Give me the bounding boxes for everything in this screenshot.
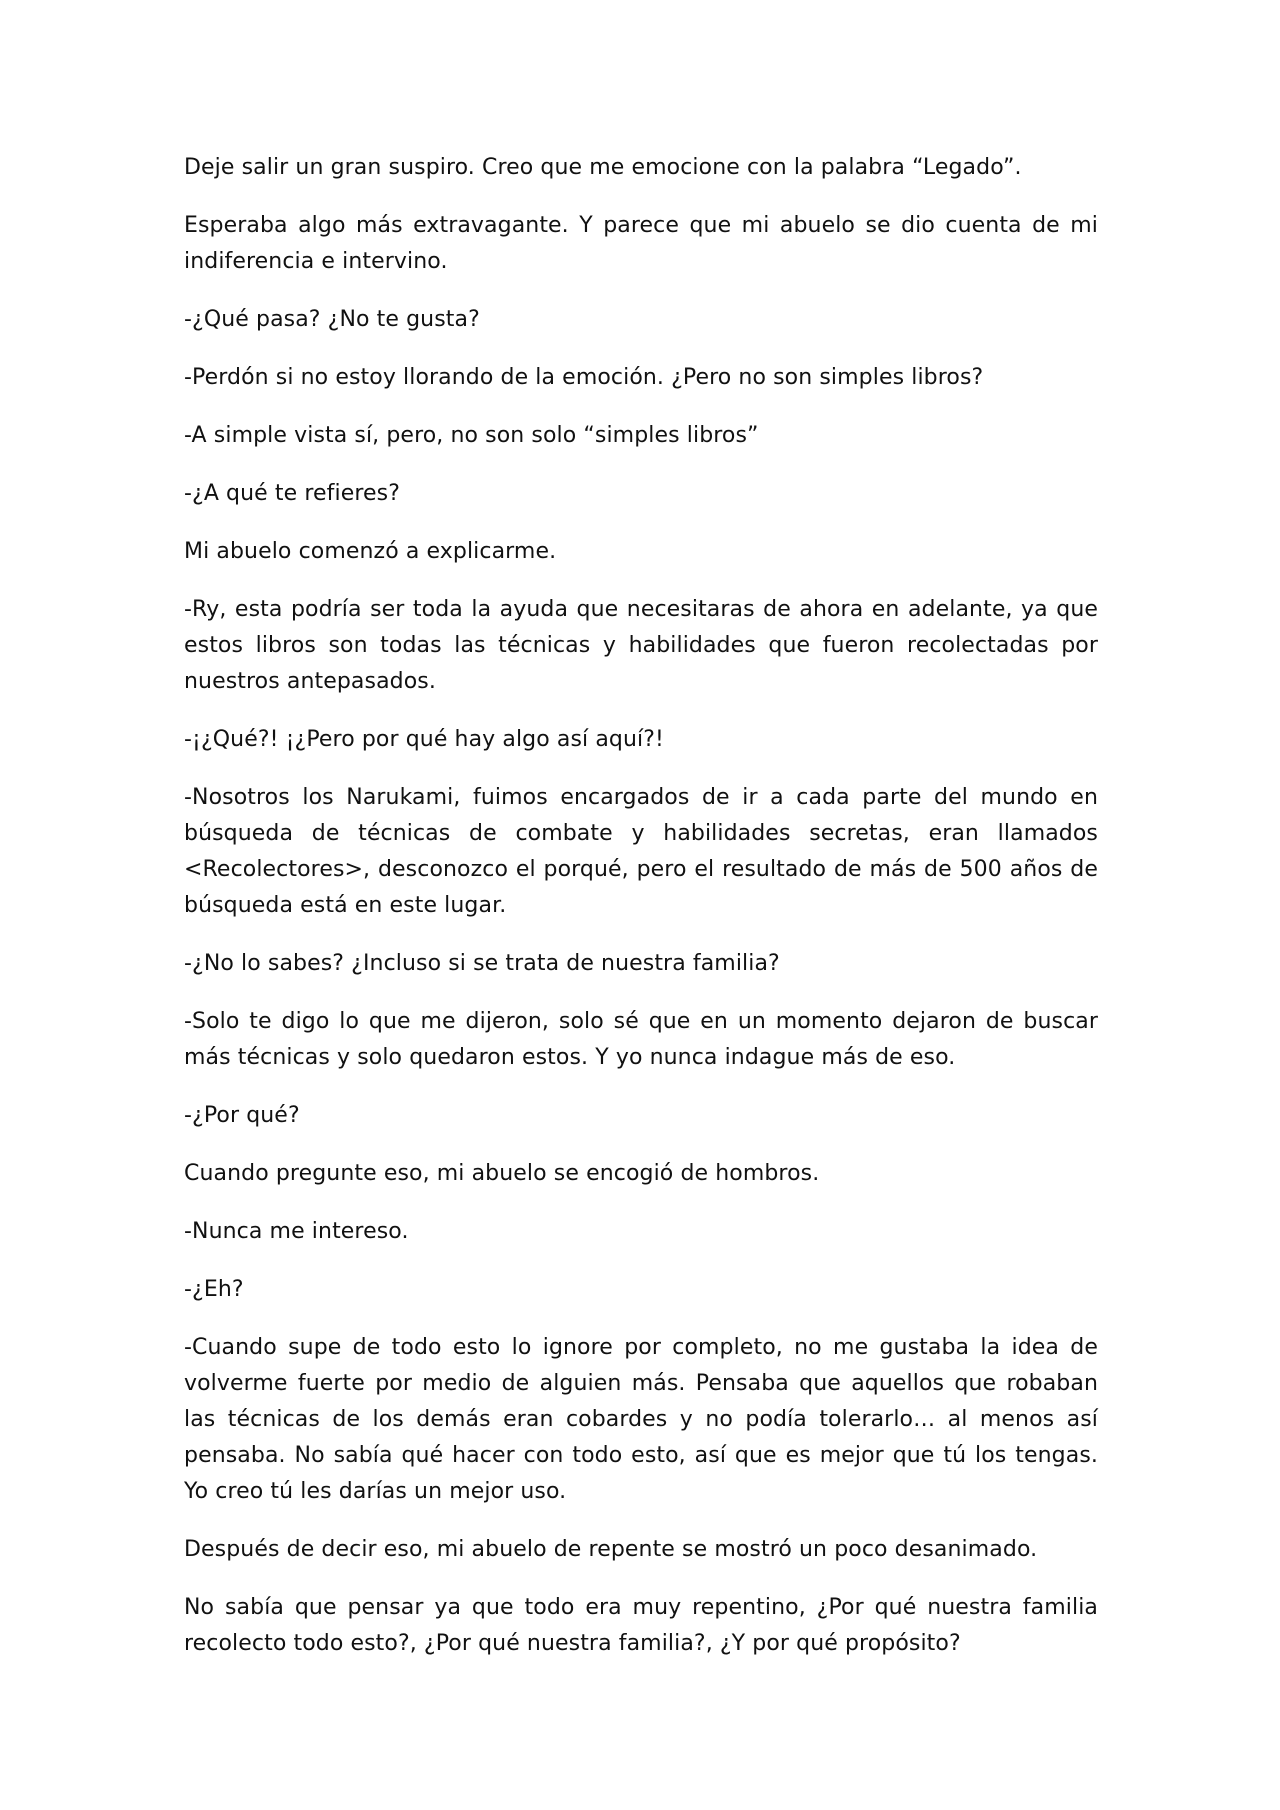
paragraph: -¿Qué pasa? ¿No te gusta? (184, 307, 480, 332)
paragraph: Después de decir eso, mi abuelo de repente se mostró un poco desanimado. (184, 1537, 1038, 1562)
paragraph: -A simple vista sí, pero, no son solo “simples libros” (184, 423, 759, 448)
paragraph: Deje salir un gran suspiro. Creo que me emocione con la palabra “Legado”. (184, 155, 1022, 180)
paragraph: -Perdón si no estoy llorando de la emoción. ¿Pero no son simples libros? (184, 365, 984, 390)
paragraph: -Cuando supe de todo esto lo ignore por completo, no me gustaba la idea de volverme fuerte por medio de alguien más. Pensaba que aquellos que robaban las técnicas de los demás eran cobardes y no podía tolerarlo… al menos así pensaba. No sabía qué hacer con todo esto, así que es mejor que tú los tengas. Yo creo tú les darías un mejor uso. (184, 1335, 1098, 1504)
paragraph: Mi abuelo comenzó a explicarme. (184, 539, 557, 564)
paragraph: -¿Eh? (184, 1277, 244, 1302)
paragraph: -¿No lo sabes? ¿Incluso si se trata de nuestra familia? (184, 951, 780, 976)
paragraph: -Nunca me intereso. (184, 1219, 409, 1244)
paragraph: -¡¿Qué?! ¡¿Pero por qué hay algo así aquí?! (184, 727, 664, 752)
paragraph: -¿Por qué? (184, 1103, 300, 1128)
document-body (184, 150, 1098, 1662)
paragraph: -¿A qué te refieres? (184, 481, 400, 506)
paragraph: -Solo te digo lo que me dijeron, solo sé que en un momento dejaron de buscar más técnicas y solo quedaron estos. Y yo nunca indague más de eso. (184, 1009, 1098, 1070)
paragraph: No sabía que pensar ya que todo era muy repentino, ¿Por qué nuestra familia recolecto todo esto?, ¿Por qué nuestra familia?, ¿Y por qué propósito? (184, 1595, 1098, 1656)
paragraph: -Ry, esta podría ser toda la ayuda que necesitaras de ahora en adelante, ya que estos libros son todas las técnicas y habilidades que fueron recolectadas por nuestros antepasados. (184, 597, 1098, 694)
paragraph: Esperaba algo más extravagante. Y parece que mi abuelo se dio cuenta de mi indiferencia e intervino. (184, 213, 1098, 274)
paragraph: -Nosotros los Narukami, fuimos encargados de ir a cada parte del mundo en búsqueda de técnicas de combate y habilidades secretas, eran llamados <Recolectores>, desconozco el porqué, pero el resultado de más de 500 años de búsqueda está en este lugar. (184, 785, 1098, 918)
paragraph: Cuando pregunte eso, mi abuelo se encogió de hombros. (184, 1161, 820, 1186)
